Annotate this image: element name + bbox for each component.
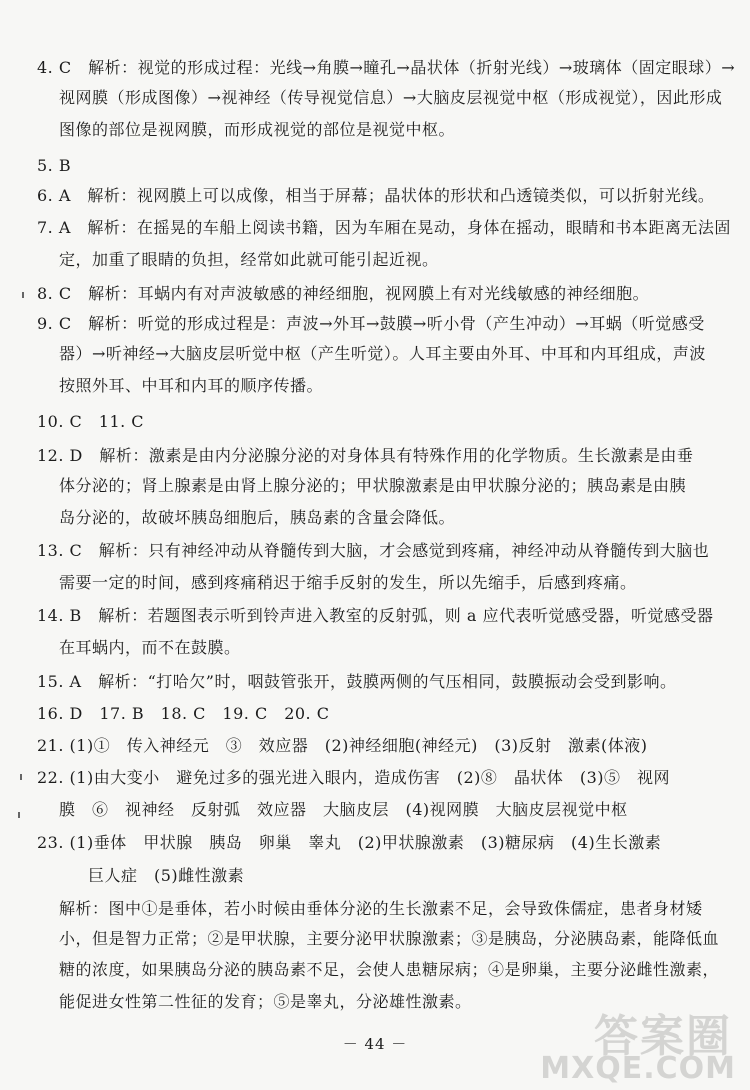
text-line: 体分泌的；肾上腺素是由肾上腺分泌的；甲状腺激素是由甲状腺分泌的；胰岛素是由胰 xyxy=(59,476,687,495)
text-line: 14. B 解析：若题图表示听到铃声进入教室的反射弧，则 a 应代表听觉感受器，听觉感受器 xyxy=(37,606,714,625)
text-line: 按照外耳、中耳和内耳的顺序传播。 xyxy=(59,376,324,395)
text-line: 9. C 解析：听觉的形成过程是：声波→外耳→鼓膜→听小骨（产生冲动）→耳蜗（听觉感受 xyxy=(37,314,705,333)
text-line: 器）→听神经→大脑皮层听觉中枢（产生听觉）。人耳主要由外耳、中耳和内耳组成，声波 xyxy=(59,344,706,363)
text-line: 22. (1)由大变小 避免过多的强光进入眼内，造成伤害 (2)⑧ 晶状体 (3)⑤ 视网 xyxy=(37,768,671,787)
text-line: 岛分泌的，故破坏胰岛细胞后，胰岛素的含量会降低。 xyxy=(59,508,456,527)
text-line: 在耳蜗内，而不在鼓膜。 xyxy=(59,638,241,657)
text-line: 5. B xyxy=(37,156,72,175)
scan-mark xyxy=(18,812,20,818)
watermark-title: 答案圈 xyxy=(594,1011,732,1062)
text-line: 13. C 解析：只有神经冲动从脊髓传到大脑，才会感觉到疼痛，神经冲动从脊髓传到大脑也 xyxy=(37,541,710,560)
text-line: 糖的浓度，如果胰岛分泌的胰岛素不足，会使人患糖尿病；④是卵巢，主要分泌雌性激素， xyxy=(59,960,720,979)
text-line: 23. (1)垂体 甲状腺 胰岛 卵巢 睾丸 (2)甲状腺激素 (3)糖尿病 (4)生长激素 xyxy=(37,833,662,852)
text-line: 视网膜（形成图像）→视神经（传导视觉信息）→大脑皮层视觉中枢（形成视觉），因此形成 xyxy=(59,88,723,107)
text-line: 需要一定的时间，感到疼痛稍迟于缩手反射的发生，所以先缩手，后感到疼痛。 xyxy=(59,573,637,592)
watermark-url: MXQE.COM xyxy=(540,1051,736,1086)
watermark-logo xyxy=(540,1000,744,1086)
text-line: 7. A 解析：在摇晃的车船上阅读书籍，因为车厢在晃动，身体在摇动，眼睛和书本距离无法固 xyxy=(37,218,731,237)
scan-mark xyxy=(22,292,24,298)
text-line: 巨人症 (5)雌性激素 xyxy=(88,866,245,885)
text-line: 小，但是智力正常；②是甲状腺，主要分泌甲状腺激素；③是胰岛，分泌胰岛素，能降低血 xyxy=(59,929,720,948)
text-line: 4. C 解析：视觉的形成过程：光线→角膜→瞳孔→晶状体（折射光线）→玻璃体（固定眼球）→ xyxy=(37,58,736,77)
text-line: 16. D 17. B 18. C 19. C 20. C xyxy=(37,704,330,723)
text-line: 膜 ⑥ 视神经 反射弧 效应器 大脑皮层 (4)视网膜 大脑皮层视觉中枢 xyxy=(59,800,628,819)
text-line: 8. C 解析：耳蜗内有对声波敏感的神经细胞，视网膜上有对光线敏感的神经细胞。 xyxy=(37,284,650,303)
text-line: 解析：图中①是垂体，若小时候由垂体分泌的生长激素不足，会导致侏儒症，患者身材矮 xyxy=(59,899,703,918)
page-number: － 44 － xyxy=(342,1035,408,1053)
text-line: 12. D 解析：激素是由内分泌腺分泌的对身体具有特殊作用的化学物质。生长激素是由垂 xyxy=(37,446,694,465)
text-line: 21. (1)① 传入神经元 ③ 效应器 (2)神经细胞(神经元) (3)反射 激素(体液) xyxy=(37,736,648,755)
text-line: 能促进女性第二性征的发育；⑤是睾丸，分泌雄性激素。 xyxy=(59,992,472,1011)
text-line: 6. A 解析：视网膜上可以成像，相当于屏幕；晶状体的形状和凸透镜类似，可以折射光线。 xyxy=(37,186,715,205)
scan-mark xyxy=(20,774,22,780)
text-line: 15. A 解析：“打哈欠”时，咽鼓管张开，鼓膜两侧的气压相同，鼓膜振动会受到影响。 xyxy=(37,672,677,691)
text-line: 图像的部位是视网膜，而形成视觉的部位是视觉中枢。 xyxy=(59,120,456,139)
text-line: 定，加重了眼睛的负担，经常如此就可能引起近视。 xyxy=(59,250,439,269)
text-line: 10. C 11. C xyxy=(37,412,145,431)
